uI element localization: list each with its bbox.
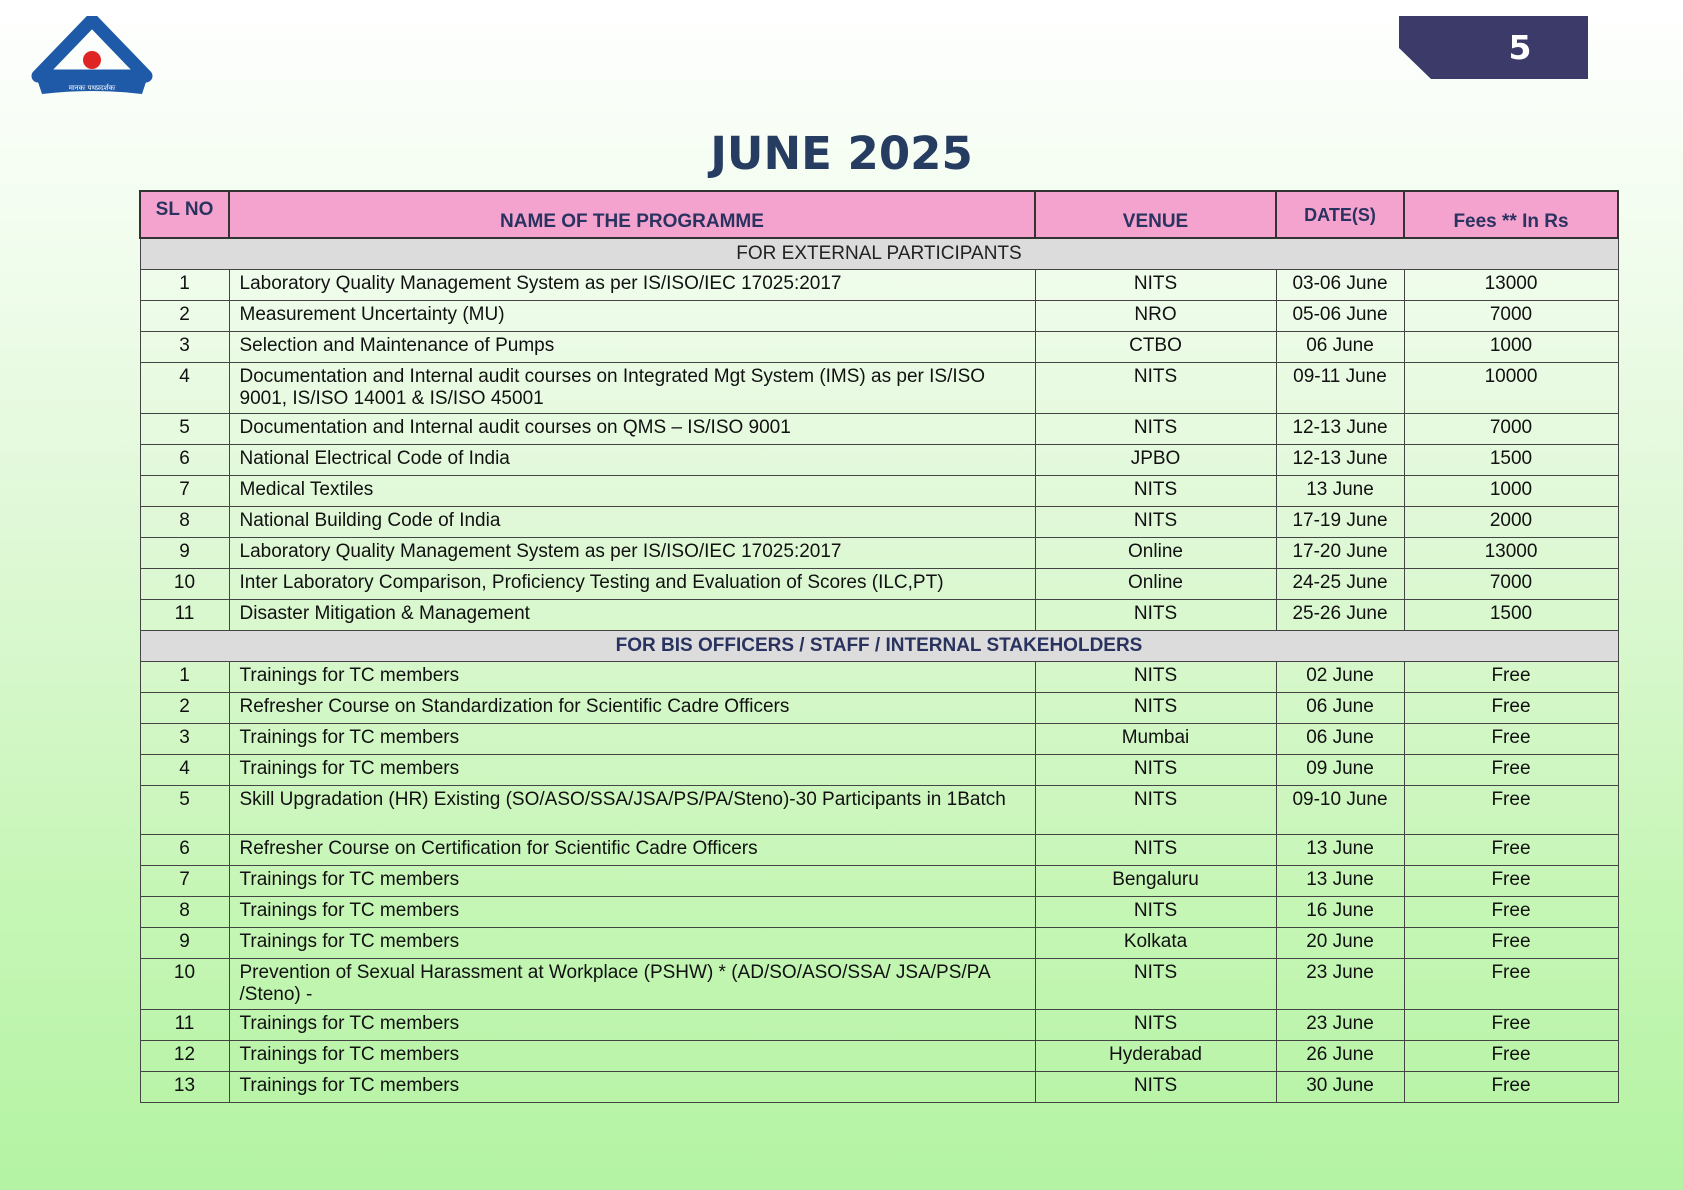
cell-sl-no: 11	[140, 599, 229, 630]
cell-venue: Bengaluru	[1035, 865, 1276, 896]
cell-programme-name: Skill Upgradation (HR) Existing (SO/ASO/SSA/JSA/PS/PA/Steno)-30 Participants in 1Batch	[229, 785, 1035, 834]
cell-sl-no: 6	[140, 834, 229, 865]
table-row	[140, 865, 1618, 896]
cell-dates: 17-20 June	[1276, 537, 1404, 568]
cell-venue: NITS	[1035, 785, 1276, 834]
cell-dates: 06 June	[1276, 331, 1404, 362]
cell-fees: Free	[1404, 692, 1618, 723]
section-heading: FOR EXTERNAL PARTICIPANTS	[140, 238, 1618, 269]
section-row	[140, 238, 1618, 269]
cell-programme-name: Inter Laboratory Comparison, Proficiency Testing and Evaluation of Scores (ILC,PT)	[229, 568, 1035, 599]
cell-sl-no: 2	[140, 692, 229, 723]
cell-sl-no: 9	[140, 927, 229, 958]
cell-sl-no: 3	[140, 723, 229, 754]
header-venue: VENUE	[1035, 191, 1276, 238]
cell-programme-name: National Electrical Code of India	[229, 444, 1035, 475]
cell-dates: 20 June	[1276, 927, 1404, 958]
cell-sl-no: 3	[140, 331, 229, 362]
cell-programme-name: Refresher Course on Certification for Scientific Cadre Officers	[229, 834, 1035, 865]
cell-dates: 13 June	[1276, 834, 1404, 865]
table-row	[140, 1071, 1618, 1102]
cell-sl-no: 8	[140, 896, 229, 927]
cell-fees: Free	[1404, 958, 1618, 1009]
table-row	[140, 568, 1618, 599]
cell-dates: 25-26 June	[1276, 599, 1404, 630]
cell-sl-no: 7	[140, 865, 229, 896]
cell-programme-name: Refresher Course on Standardization for Scientific Cadre Officers	[229, 692, 1035, 723]
cell-programme-name: National Building Code of India	[229, 506, 1035, 537]
cell-programme-name: Trainings for TC members	[229, 723, 1035, 754]
cell-programme-name: Trainings for TC members	[229, 754, 1035, 785]
table-row	[140, 723, 1618, 754]
cell-venue: NITS	[1035, 506, 1276, 537]
cell-programme-name: Laboratory Quality Management System as per IS/ISO/IEC 17025:2017	[229, 537, 1035, 568]
cell-fees: Free	[1404, 661, 1618, 692]
table-row	[140, 599, 1618, 630]
cell-venue: NRO	[1035, 300, 1276, 331]
cell-programme-name: Documentation and Internal audit courses on Integrated Mgt System (IMS) as per IS/ISO 9001, IS/ISO 14001 & IS/ISO 45001	[229, 362, 1035, 413]
cell-fees: Free	[1404, 834, 1618, 865]
programme-schedule-table	[139, 190, 1619, 1103]
cell-sl-no: 5	[140, 413, 229, 444]
svg-text:मानकः पथप्रदर्शकः: मानकः पथप्रदर्शकः	[68, 84, 116, 92]
header-fees: Fees ** In Rs	[1404, 191, 1618, 238]
cell-fees: 7000	[1404, 413, 1618, 444]
cell-programme-name: Prevention of Sexual Harassment at Workplace (PSHW) * (AD/SO/ASO/SSA/ JSA/PS/PA /Steno) -	[229, 958, 1035, 1009]
cell-fees: Free	[1404, 754, 1618, 785]
cell-sl-no: 12	[140, 1040, 229, 1071]
cell-venue: NITS	[1035, 754, 1276, 785]
table-row	[140, 506, 1618, 537]
cell-programme-name: Trainings for TC members	[229, 865, 1035, 896]
cell-programme-name: Trainings for TC members	[229, 661, 1035, 692]
cell-venue: NITS	[1035, 475, 1276, 506]
cell-venue: NITS	[1035, 599, 1276, 630]
cell-sl-no: 13	[140, 1071, 229, 1102]
table-row	[140, 896, 1618, 927]
cell-dates: 16 June	[1276, 896, 1404, 927]
cell-venue: NITS	[1035, 269, 1276, 300]
table-row	[140, 958, 1618, 1009]
cell-programme-name: Selection and Maintenance of Pumps	[229, 331, 1035, 362]
cell-sl-no: 9	[140, 537, 229, 568]
cell-fees: 7000	[1404, 300, 1618, 331]
cell-programme-name: Trainings for TC members	[229, 1040, 1035, 1071]
cell-dates: 03-06 June	[1276, 269, 1404, 300]
cell-programme-name: Trainings for TC members	[229, 927, 1035, 958]
page-number: 5	[1508, 28, 1532, 67]
cell-fees: Free	[1404, 785, 1618, 834]
cell-dates: 09 June	[1276, 754, 1404, 785]
cell-dates: 13 June	[1276, 475, 1404, 506]
cell-sl-no: 6	[140, 444, 229, 475]
cell-sl-no: 7	[140, 475, 229, 506]
cell-programme-name: Medical Textiles	[229, 475, 1035, 506]
cell-fees: Free	[1404, 896, 1618, 927]
cell-dates: 06 June	[1276, 692, 1404, 723]
table-row	[140, 362, 1618, 413]
cell-fees: 1500	[1404, 444, 1618, 475]
cell-dates: 17-19 June	[1276, 506, 1404, 537]
page-title: JUNE 2025	[710, 127, 973, 180]
section-row	[140, 630, 1618, 661]
cell-programme-name: Laboratory Quality Management System as per IS/ISO/IEC 17025:2017	[229, 269, 1035, 300]
cell-programme-name: Trainings for TC members	[229, 1071, 1035, 1102]
cell-venue: Kolkata	[1035, 927, 1276, 958]
header-programme-name: NAME OF THE PROGRAMME	[229, 191, 1035, 238]
table-row	[140, 661, 1618, 692]
table-row	[140, 331, 1618, 362]
cell-fees: 10000	[1404, 362, 1618, 413]
cell-dates: 09-10 June	[1276, 785, 1404, 834]
table-row	[140, 475, 1618, 506]
cell-venue: Online	[1035, 568, 1276, 599]
cell-programme-name: Trainings for TC members	[229, 1009, 1035, 1040]
cell-sl-no: 4	[140, 754, 229, 785]
cell-dates: 26 June	[1276, 1040, 1404, 1071]
cell-programme-name: Trainings for TC members	[229, 896, 1035, 927]
section-heading: FOR BIS OFFICERS / STAFF / INTERNAL STAKEHOLDERS	[140, 630, 1618, 661]
cell-programme-name: Documentation and Internal audit courses on QMS – IS/ISO 9001	[229, 413, 1035, 444]
table-row	[140, 834, 1618, 865]
cell-venue: JPBO	[1035, 444, 1276, 475]
cell-sl-no: 5	[140, 785, 229, 834]
cell-sl-no: 4	[140, 362, 229, 413]
table-row	[140, 754, 1618, 785]
table-row	[140, 269, 1618, 300]
cell-fees: 1000	[1404, 331, 1618, 362]
cell-venue: NITS	[1035, 1071, 1276, 1102]
cell-venue: Mumbai	[1035, 723, 1276, 754]
table-row	[140, 1040, 1618, 1071]
table-row	[140, 1009, 1618, 1040]
cell-venue: NITS	[1035, 958, 1276, 1009]
table-row	[140, 413, 1618, 444]
table-row	[140, 692, 1618, 723]
cell-fees: Free	[1404, 865, 1618, 896]
cell-fees: 1500	[1404, 599, 1618, 630]
cell-venue: NITS	[1035, 413, 1276, 444]
table-row	[140, 300, 1618, 331]
cell-sl-no: 1	[140, 661, 229, 692]
header-sl-no: SL NO	[140, 191, 229, 238]
cell-venue: Online	[1035, 537, 1276, 568]
table-row	[140, 785, 1618, 834]
cell-fees: 13000	[1404, 537, 1618, 568]
cell-sl-no: 1	[140, 269, 229, 300]
table-row	[140, 444, 1618, 475]
cell-sl-no: 2	[140, 300, 229, 331]
table-header-row	[140, 191, 1618, 238]
cell-programme-name: Disaster Mitigation & Management	[229, 599, 1035, 630]
cell-fees: Free	[1404, 927, 1618, 958]
cell-venue: NITS	[1035, 362, 1276, 413]
cell-venue: CTBO	[1035, 331, 1276, 362]
cell-dates: 23 June	[1276, 958, 1404, 1009]
cell-dates: 23 June	[1276, 1009, 1404, 1040]
cell-sl-no: 10	[140, 958, 229, 1009]
cell-fees: 13000	[1404, 269, 1618, 300]
cell-dates: 06 June	[1276, 723, 1404, 754]
cell-dates: 30 June	[1276, 1071, 1404, 1102]
table-row	[140, 537, 1618, 568]
bis-logo	[30, 16, 154, 102]
table-body	[140, 238, 1618, 1102]
header-dates: DATE(S)	[1276, 191, 1404, 238]
cell-fees: 1000	[1404, 475, 1618, 506]
cell-sl-no: 8	[140, 506, 229, 537]
cell-fees: Free	[1404, 1009, 1618, 1040]
cell-dates: 12-13 June	[1276, 444, 1404, 475]
cell-dates: 13 June	[1276, 865, 1404, 896]
cell-fees: 7000	[1404, 568, 1618, 599]
cell-fees: Free	[1404, 1071, 1618, 1102]
cell-fees: 2000	[1404, 506, 1618, 537]
cell-fees: Free	[1404, 723, 1618, 754]
cell-programme-name: Measurement Uncertainty (MU)	[229, 300, 1035, 331]
cell-venue: Hyderabad	[1035, 1040, 1276, 1071]
table-row	[140, 927, 1618, 958]
cell-dates: 05-06 June	[1276, 300, 1404, 331]
cell-venue: NITS	[1035, 661, 1276, 692]
cell-fees: Free	[1404, 1040, 1618, 1071]
cell-venue: NITS	[1035, 834, 1276, 865]
cell-dates: 24-25 June	[1276, 568, 1404, 599]
cell-sl-no: 11	[140, 1009, 229, 1040]
cell-dates: 12-13 June	[1276, 413, 1404, 444]
cell-dates: 02 June	[1276, 661, 1404, 692]
cell-sl-no: 10	[140, 568, 229, 599]
cell-venue: NITS	[1035, 1009, 1276, 1040]
cell-dates: 09-11 June	[1276, 362, 1404, 413]
cell-venue: NITS	[1035, 896, 1276, 927]
cell-venue: NITS	[1035, 692, 1276, 723]
